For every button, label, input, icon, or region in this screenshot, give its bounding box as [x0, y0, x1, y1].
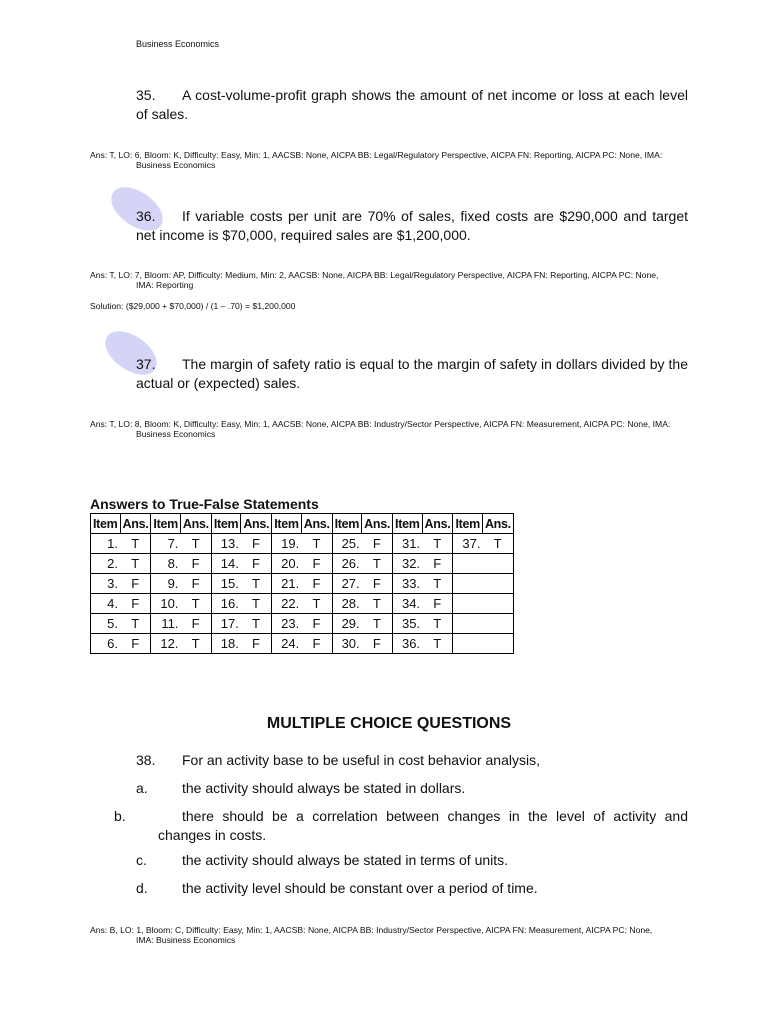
option-label: a.	[136, 780, 148, 796]
item-number-cell: 13.	[211, 534, 241, 554]
answer-cell: T	[362, 614, 393, 634]
question-text: If variable costs per unit are 70% of sales, fixed costs are $290,000 and target net income is $70,000, required sales are $1,200,000.	[136, 208, 688, 243]
item-number-cell: 2.	[91, 554, 121, 574]
answer-cell: T	[422, 634, 453, 654]
answer-cell: F	[301, 574, 332, 594]
question-number: 38.	[136, 752, 156, 768]
item-number-cell: 8.	[151, 554, 181, 574]
answer-cell: F	[241, 634, 272, 654]
table-row	[91, 594, 514, 614]
answer-cell: T	[241, 574, 272, 594]
page-header: Business Economics	[136, 39, 220, 49]
answer-cell: T	[180, 534, 211, 554]
item-number-cell: 5.	[91, 614, 121, 634]
item-number-cell: 24.	[272, 634, 302, 654]
item-number-cell	[453, 614, 483, 634]
item-number-cell: 3.	[91, 574, 121, 594]
answer-cell: F	[180, 614, 211, 634]
option-a	[136, 779, 688, 798]
answer-cell	[482, 614, 513, 634]
option-d	[136, 879, 688, 898]
item-number-cell	[453, 574, 483, 594]
answer-cell: T	[482, 534, 513, 554]
answers-table-title: Answers to True-False Statements	[90, 496, 319, 512]
option-label: c.	[136, 852, 147, 868]
answer-cell: F	[301, 634, 332, 654]
answer-cell: F	[422, 594, 453, 614]
item-number-cell: 37.	[453, 534, 483, 554]
answer-cell: T	[422, 574, 453, 594]
column-header-ans: Ans.	[180, 514, 211, 534]
meta-line: Business Economics	[136, 160, 216, 170]
item-number-cell: 19.	[272, 534, 302, 554]
answer-cell: F	[120, 594, 151, 614]
answer-cell: F	[422, 554, 453, 574]
answer-cell	[482, 574, 513, 594]
question-text: A cost-volume-profit graph shows the amount of net income or loss at each level of sales.	[136, 87, 688, 122]
answer-cell: T	[120, 534, 151, 554]
section-title: MULTIPLE CHOICE QUESTIONS	[266, 715, 512, 732]
question-36	[136, 207, 688, 245]
meta-line: Ans: T, LO: 7, Bloom: AP, Difficulty: Medium, Min: 2, AACSB: None, AICPA BB: Legal/Regulatory Perspective, AICPA FN: Reporting, AICPA PC: None,	[90, 270, 659, 280]
item-number-cell: 27.	[332, 574, 362, 594]
item-number-cell: 25.	[332, 534, 362, 554]
item-number-cell: 15.	[211, 574, 241, 594]
item-number-cell: 17.	[211, 614, 241, 634]
item-number-cell: 22.	[272, 594, 302, 614]
item-number-cell: 30.	[332, 634, 362, 654]
item-number-cell: 36.	[393, 634, 423, 654]
item-number-cell: 4.	[91, 594, 121, 614]
item-number-cell	[453, 554, 483, 574]
item-number-cell: 9.	[151, 574, 181, 594]
meta-line: IMA: Reporting	[136, 280, 194, 290]
answer-cell: T	[422, 614, 453, 634]
column-header-ans: Ans.	[120, 514, 151, 534]
answer-cell: F	[301, 614, 332, 634]
option-text: the activity level should be constant over a period of time.	[182, 880, 538, 896]
column-header-item: Item	[211, 514, 241, 534]
item-number-cell: 21.	[272, 574, 302, 594]
item-number-cell: 32.	[393, 554, 423, 574]
item-number-cell: 34.	[393, 594, 423, 614]
answer-cell: T	[120, 554, 151, 574]
column-header-item: Item	[91, 514, 121, 534]
answer-cell: T	[422, 534, 453, 554]
item-number-cell: 10.	[151, 594, 181, 614]
answer-cell	[482, 634, 513, 654]
column-header-item: Item	[332, 514, 362, 534]
meta-line: IMA: Business Economics	[136, 935, 236, 945]
question-number: 37.	[136, 356, 156, 372]
option-b	[114, 807, 688, 845]
question-35-meta	[90, 150, 688, 170]
column-header-item: Item	[151, 514, 181, 534]
answer-cell: F	[241, 554, 272, 574]
meta-line: Ans: T, LO: 8, Bloom: K, Difficulty: Easy, Min: 1, AACSB: None, AICPA BB: Industry/Sector Perspective, AICPA FN: Measurement, AICPA PC: None, IMA:	[90, 419, 671, 429]
answer-cell: T	[120, 614, 151, 634]
answer-cell: F	[362, 574, 393, 594]
item-number-cell: 35.	[393, 614, 423, 634]
item-number-cell: 11.	[151, 614, 181, 634]
column-header-item: Item	[393, 514, 423, 534]
answer-cell: T	[180, 634, 211, 654]
item-number-cell: 33.	[393, 574, 423, 594]
option-text: the activity should always be stated in dollars.	[182, 780, 466, 796]
answer-cell: T	[301, 534, 332, 554]
answer-cell: T	[301, 594, 332, 614]
item-number-cell: 12.	[151, 634, 181, 654]
item-number-cell: 26.	[332, 554, 362, 574]
option-label: d.	[136, 880, 148, 896]
option-label: b.	[114, 808, 126, 824]
answer-cell	[482, 594, 513, 614]
solution-text: Solution: ($29,000 + $70,000) / (1 – .70) = $1,200,000	[90, 301, 296, 311]
table-row	[91, 574, 514, 594]
option-text: the activity should always be stated in terms of units.	[182, 852, 509, 868]
column-header-ans: Ans.	[241, 514, 272, 534]
question-38	[136, 751, 688, 770]
question-number: 36.	[136, 208, 156, 224]
item-number-cell	[453, 634, 483, 654]
item-number-cell: 6.	[91, 634, 121, 654]
item-number-cell: 23.	[272, 614, 302, 634]
question-37-meta	[90, 419, 688, 439]
item-number-cell: 18.	[211, 634, 241, 654]
table-row	[91, 634, 514, 654]
answer-cell: T	[241, 594, 272, 614]
meta-line: Ans: T, LO: 6, Bloom: K, Difficulty: Easy, Min: 1, AACSB: None, AICPA BB: Legal/Regulatory Perspective, AICPA FN: Reporting, AICPA PC: None, IMA:	[90, 150, 663, 160]
answer-cell: F	[362, 534, 393, 554]
column-header-ans: Ans.	[301, 514, 332, 534]
question-38-meta	[90, 925, 688, 945]
answer-cell: F	[120, 574, 151, 594]
question-35	[136, 86, 688, 124]
item-number-cell: 20.	[272, 554, 302, 574]
answer-cell: F	[180, 554, 211, 574]
answer-cell: T	[362, 594, 393, 614]
column-header-ans: Ans.	[362, 514, 393, 534]
question-37	[136, 355, 688, 393]
item-number-cell: 1.	[91, 534, 121, 554]
item-number-cell: 14.	[211, 554, 241, 574]
answer-cell: F	[180, 574, 211, 594]
meta-line: Ans: B, LO: 1, Bloom: C, Difficulty: Easy, Min: 1, AACSB: None, AICPA BB: Industry/Sector Perspective, AICPA FN: Measurement, AICPA PC: None,	[90, 925, 653, 935]
item-number-cell: 29.	[332, 614, 362, 634]
item-number-cell: 7.	[151, 534, 181, 554]
item-number-cell: 28.	[332, 594, 362, 614]
question-number: 35.	[136, 87, 156, 103]
table-row	[91, 534, 514, 554]
answer-cell: F	[120, 634, 151, 654]
item-number-cell: 31.	[393, 534, 423, 554]
answer-cell	[482, 554, 513, 574]
question-text: The margin of safety ratio is equal to the margin of safety in dollars divided by the actual or (expected) sales.	[136, 356, 688, 391]
item-number-cell: 16.	[211, 594, 241, 614]
answer-cell: F	[301, 554, 332, 574]
table-header-row	[91, 514, 514, 534]
option-c	[136, 851, 688, 870]
answer-cell: T	[241, 614, 272, 634]
column-header-item: Item	[453, 514, 483, 534]
table-row	[91, 554, 514, 574]
question-text: For an activity base to be useful in cost behavior analysis,	[182, 752, 540, 768]
answer-cell: T	[180, 594, 211, 614]
answer-cell: F	[241, 534, 272, 554]
option-text: there should be a correlation between changes in the level of activity and changes in costs.	[158, 808, 688, 843]
answers-table	[90, 513, 514, 654]
meta-line: Business Economics	[136, 429, 216, 439]
column-header-ans: Ans.	[422, 514, 453, 534]
answer-cell: F	[362, 634, 393, 654]
column-header-ans: Ans.	[482, 514, 513, 534]
question-36-meta	[90, 270, 688, 290]
table-row	[91, 614, 514, 634]
column-header-item: Item	[272, 514, 302, 534]
item-number-cell	[453, 594, 483, 614]
answer-cell: T	[362, 554, 393, 574]
